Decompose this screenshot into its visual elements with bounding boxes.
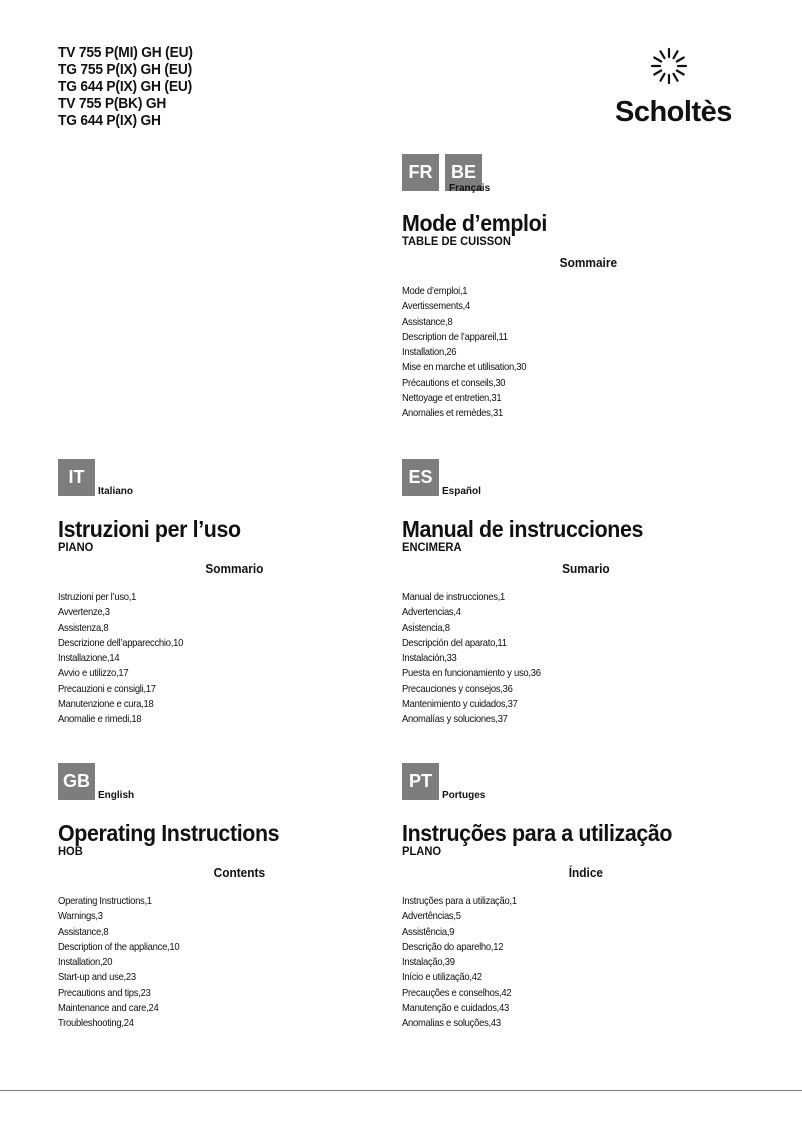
language-name: English (98, 790, 135, 801)
toc-item: Mode d’emploi,1 (402, 285, 468, 297)
toc-item: Description of the appliance,10 (58, 940, 180, 953)
model-list (58, 45, 200, 130)
section-title: Instruções para a utilização (402, 820, 673, 846)
toc-item: Manutenzione e cura,18 (58, 698, 154, 711)
toc-item: Assistenza,8 (58, 621, 109, 634)
toc-item: Installation,26 (402, 346, 457, 359)
toc-item: Avertissements,4 (402, 300, 470, 313)
section-english (58, 763, 388, 1032)
toc-item: Installazione,14 (58, 652, 120, 665)
toc-item: Avvertenze,3 (58, 606, 110, 619)
section-title: Manual de instrucciones (402, 516, 644, 542)
toc-item: Installation,20 (58, 956, 113, 969)
language-badge: FR (402, 154, 439, 191)
language-badge: ES (402, 459, 439, 496)
toc-item: Advertências,5 (402, 910, 461, 923)
toc-list (402, 590, 732, 728)
section-subtitle: ENCIMERA (402, 540, 462, 554)
language-name: Français (449, 183, 491, 194)
model-line: TV 755 P(MI) GH (EU) (58, 45, 193, 61)
toc-item: Precauções e conselhos,42 (402, 986, 512, 999)
toc-item: Instalación,33 (402, 652, 457, 665)
section-subtitle: TABLE DE CUISSON (402, 234, 511, 248)
toc-item: Descrição do aparelho,12 (402, 940, 504, 953)
toc-item: Précautions et conseils,30 (402, 376, 506, 389)
model-line: TG 755 P(IX) GH (EU) (58, 62, 192, 78)
language-badge: PT (402, 763, 439, 800)
toc-list (402, 284, 732, 422)
language-badge: BE (445, 154, 482, 191)
toc-item: Assistance,8 (58, 925, 109, 938)
toc-list (402, 894, 732, 1032)
sunburst-icon (646, 46, 692, 86)
toc-item: Descrizione dell’apparecchio,10 (58, 636, 184, 649)
section-title: Mode d’emploi (402, 210, 547, 236)
toc-item: Mise en marche et utilisation,30 (402, 361, 527, 374)
toc-item: Mantenimiento y cuidados,37 (402, 698, 518, 711)
section-french (402, 154, 732, 422)
toc-item: Início e utilização,42 (402, 971, 482, 984)
toc-item: Descripción del aparato,11 (402, 636, 507, 649)
toc-item: Instruções para a utilização,1 (402, 895, 517, 907)
section-subtitle: PIANO (58, 540, 94, 554)
brand-logo (612, 46, 736, 132)
section-italian (58, 459, 388, 728)
brand-name: Scholtès (615, 96, 732, 128)
toc-item: Instalação,39 (402, 956, 455, 969)
toc-item: Assistência,9 (402, 925, 455, 938)
toc-item: Operating Instructions,1 (58, 895, 152, 907)
section-spanish (402, 459, 732, 728)
toc-item: Troubleshooting,24 (58, 1017, 134, 1030)
section-title: Operating Instructions (58, 820, 280, 846)
toc-item: Nettoyage et entretien,31 (402, 392, 502, 405)
toc-item: Anomalie e rimedi,18 (58, 713, 142, 726)
toc-heading: Sommario (205, 562, 264, 576)
toc-item: Anomalies et remèdes,31 (402, 407, 503, 420)
language-badge: IT (58, 459, 95, 496)
section-subtitle: HOB (58, 844, 83, 858)
toc-item: Asistencia,8 (402, 621, 450, 634)
toc-heading: Sommaire (559, 256, 618, 270)
toc-heading: Sumario (562, 562, 610, 576)
bottom-divider (0, 1090, 802, 1091)
toc-item: Manual de instrucciones,1 (402, 591, 506, 603)
toc-item: Maintenance and care,24 (58, 1002, 159, 1015)
language-badge: GB (58, 763, 95, 800)
toc-item: Warnings,3 (58, 910, 103, 923)
toc-item: Description de l’appareil,11 (402, 330, 508, 343)
toc-item: Precautions and tips,23 (58, 986, 151, 999)
language-name: Español (442, 486, 481, 497)
section-title: Istruzioni per l’uso (58, 516, 241, 542)
toc-item: Advertencias,4 (402, 606, 461, 619)
language-name: Italiano (98, 486, 134, 497)
toc-item: Precauciones y consejos,36 (402, 682, 513, 695)
toc-list (58, 894, 388, 1032)
toc-item: Anomalías y soluciones,37 (402, 713, 508, 726)
toc-item: Istruzioni per l’uso,1 (58, 591, 137, 603)
section-portuguese (402, 763, 732, 1032)
toc-item: Assistance,8 (402, 315, 453, 328)
toc-item: Anomalias e soluções,43 (402, 1017, 501, 1030)
model-line: TG 644 P(IX) GH (58, 113, 161, 129)
toc-item: Manutenção e cuidados,43 (402, 1002, 510, 1015)
model-line: TG 644 P(IX) GH (EU) (58, 79, 192, 95)
toc-list (58, 590, 388, 728)
toc-item: Precauzioni e consigli,17 (58, 682, 156, 695)
language-name: Portuges (442, 790, 486, 801)
model-line: TV 755 P(BK) GH (58, 96, 167, 112)
toc-heading: Índice (568, 866, 604, 880)
toc-item: Avvio e utilizzo,17 (58, 667, 129, 680)
section-subtitle: PLANO (402, 844, 442, 858)
toc-item: Puesta en funcionamiento y uso,36 (402, 667, 541, 680)
toc-item: Start-up and use,23 (58, 971, 136, 984)
toc-heading: Contents (213, 866, 266, 880)
